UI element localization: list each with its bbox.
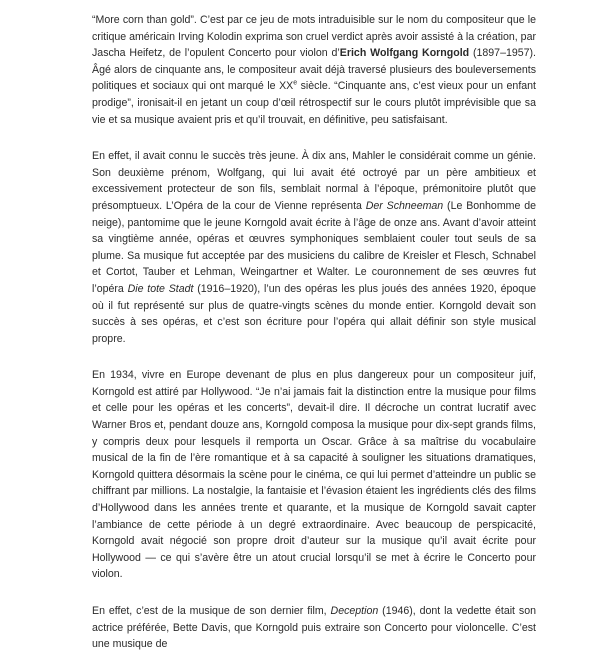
film-title: Deception <box>330 605 379 617</box>
paragraph-intro <box>92 12 536 128</box>
paragraph-text: En 1934, vivre en Europe devenant de plus en plus dangereux pour un compositeur juif, Korngold est attiré par Hollywood. “Je n’ai jamais fait la distinction entre la musique pour films et celle pour les opéras et les concerts”, devait-il dire. Il décroche un contrat lucratif avec Warner Bros et, pendant douze ans, Korngold composa la musique pour dix-sept grands films, y compris deux pour lesquels il remporta un Oscar. Grâce à sa maîtrise du vocabulaire musical de la fin de l’ère romantique et à sa capacité à souligner les situations dramatiques, Korngold quittera désormais la scène pour le cinéma, ce qui lui permet d’atteindre un public se chiffrant par millions. La nostalgie, la fantaisie et l’évasion étaient les ingrédients clés des films d’Hollywood dans les années trente et quarante, et la musique de Korngold savait capter l’ambiance de cette période à un degré extraordinaire. Avec beaucoup de perspicacité, Korngold avait négocié son propre droit d’auteur sur la musique qu’il avait écrite pour Hollywood — ce qui s’avère être un atout crucial lorsqu’il se met à écrire le Concerto pour violon. <box>92 369 536 581</box>
paragraph-text: siècle. “Cinquante ans, c’est vieux pour un enfant prodige”, ironisait-il en jetant un coup d’œil rétrospectif sur le cours plutôt imprévisible que sa vie et sa musique avaient pris et qu’il trouvait, en définitive, peu satisfaisant. <box>92 80 536 126</box>
paragraph-text: En effet, il avait connu le succès très jeune. À dix ans, Mahler le considérait comme un génie. Son deuxième prénom, Wolfgang, qui lui avait été octroyé par un père ambitieux et excessivement protecteur de son fils, semblait normal à l’époque, prémonitoire plutôt que présomptueux. L’Opéra de la cour de Vienne représenta <box>92 150 536 212</box>
paragraph-early-success <box>92 148 536 347</box>
paragraph-hollywood <box>92 367 536 583</box>
composer-name: Erich Wolfgang Korngold <box>339 47 470 60</box>
paragraph-text: (1897–1957). Âgé alors de cinquante ans, le compositeur avait déjà traversé plusieurs des bouleversements politiques et sociaux qui ont marqué le XX <box>92 47 536 93</box>
paragraph-text: En effet, c’est de la musique de son dernier film, <box>92 605 331 617</box>
work-title: Der Schneeman <box>365 199 444 212</box>
paragraph-text: “More corn than gold”. C’est par ce jeu de mots intraduisible sur le nom du compositeur que le critique américain Irving Kolodin exprima son cruel verdict après avoir assisté à la création, par Jascha Heifetz, de l’opulent Concerto pour violon d’ <box>92 14 536 60</box>
paragraph-text: (1946), dont la vedette était son actrice préférée, Bette Davis, que Korngold puis extraire son Concerto pour violoncelle. C’est une musique de <box>92 605 536 651</box>
paragraph-text: (1916–1920), l’un des opéras les plus joués des années 1920, époque où il fut représenté sur plus de quatre-vingts scènes du monde entier. Korngold devait son succès à ses opéras, et c’est son écriture pour l’opéra qui allait définir son style musical propre. <box>92 282 536 345</box>
paragraph-deception <box>92 603 536 653</box>
century-superscript: e <box>293 79 298 87</box>
paragraph-text: (Le Bonhomme de neige), pantomime que le jeune Korngold avait écrite à l’âge de onze ans. Avant d’avoir atteint sa vingtième année, opéras et œuvres symphoniques semblaient couler tout seuls de sa plume. Sa musique fut acceptée par des musiciens du calibre de Kreisler et Flesch, Schnabel et Cortot, Tauber et Lehman, Weingartner et Walter. Le couronnement de ses œuvres fut l’opéra <box>92 199 536 295</box>
work-title: Die tote Stadt <box>127 282 194 295</box>
